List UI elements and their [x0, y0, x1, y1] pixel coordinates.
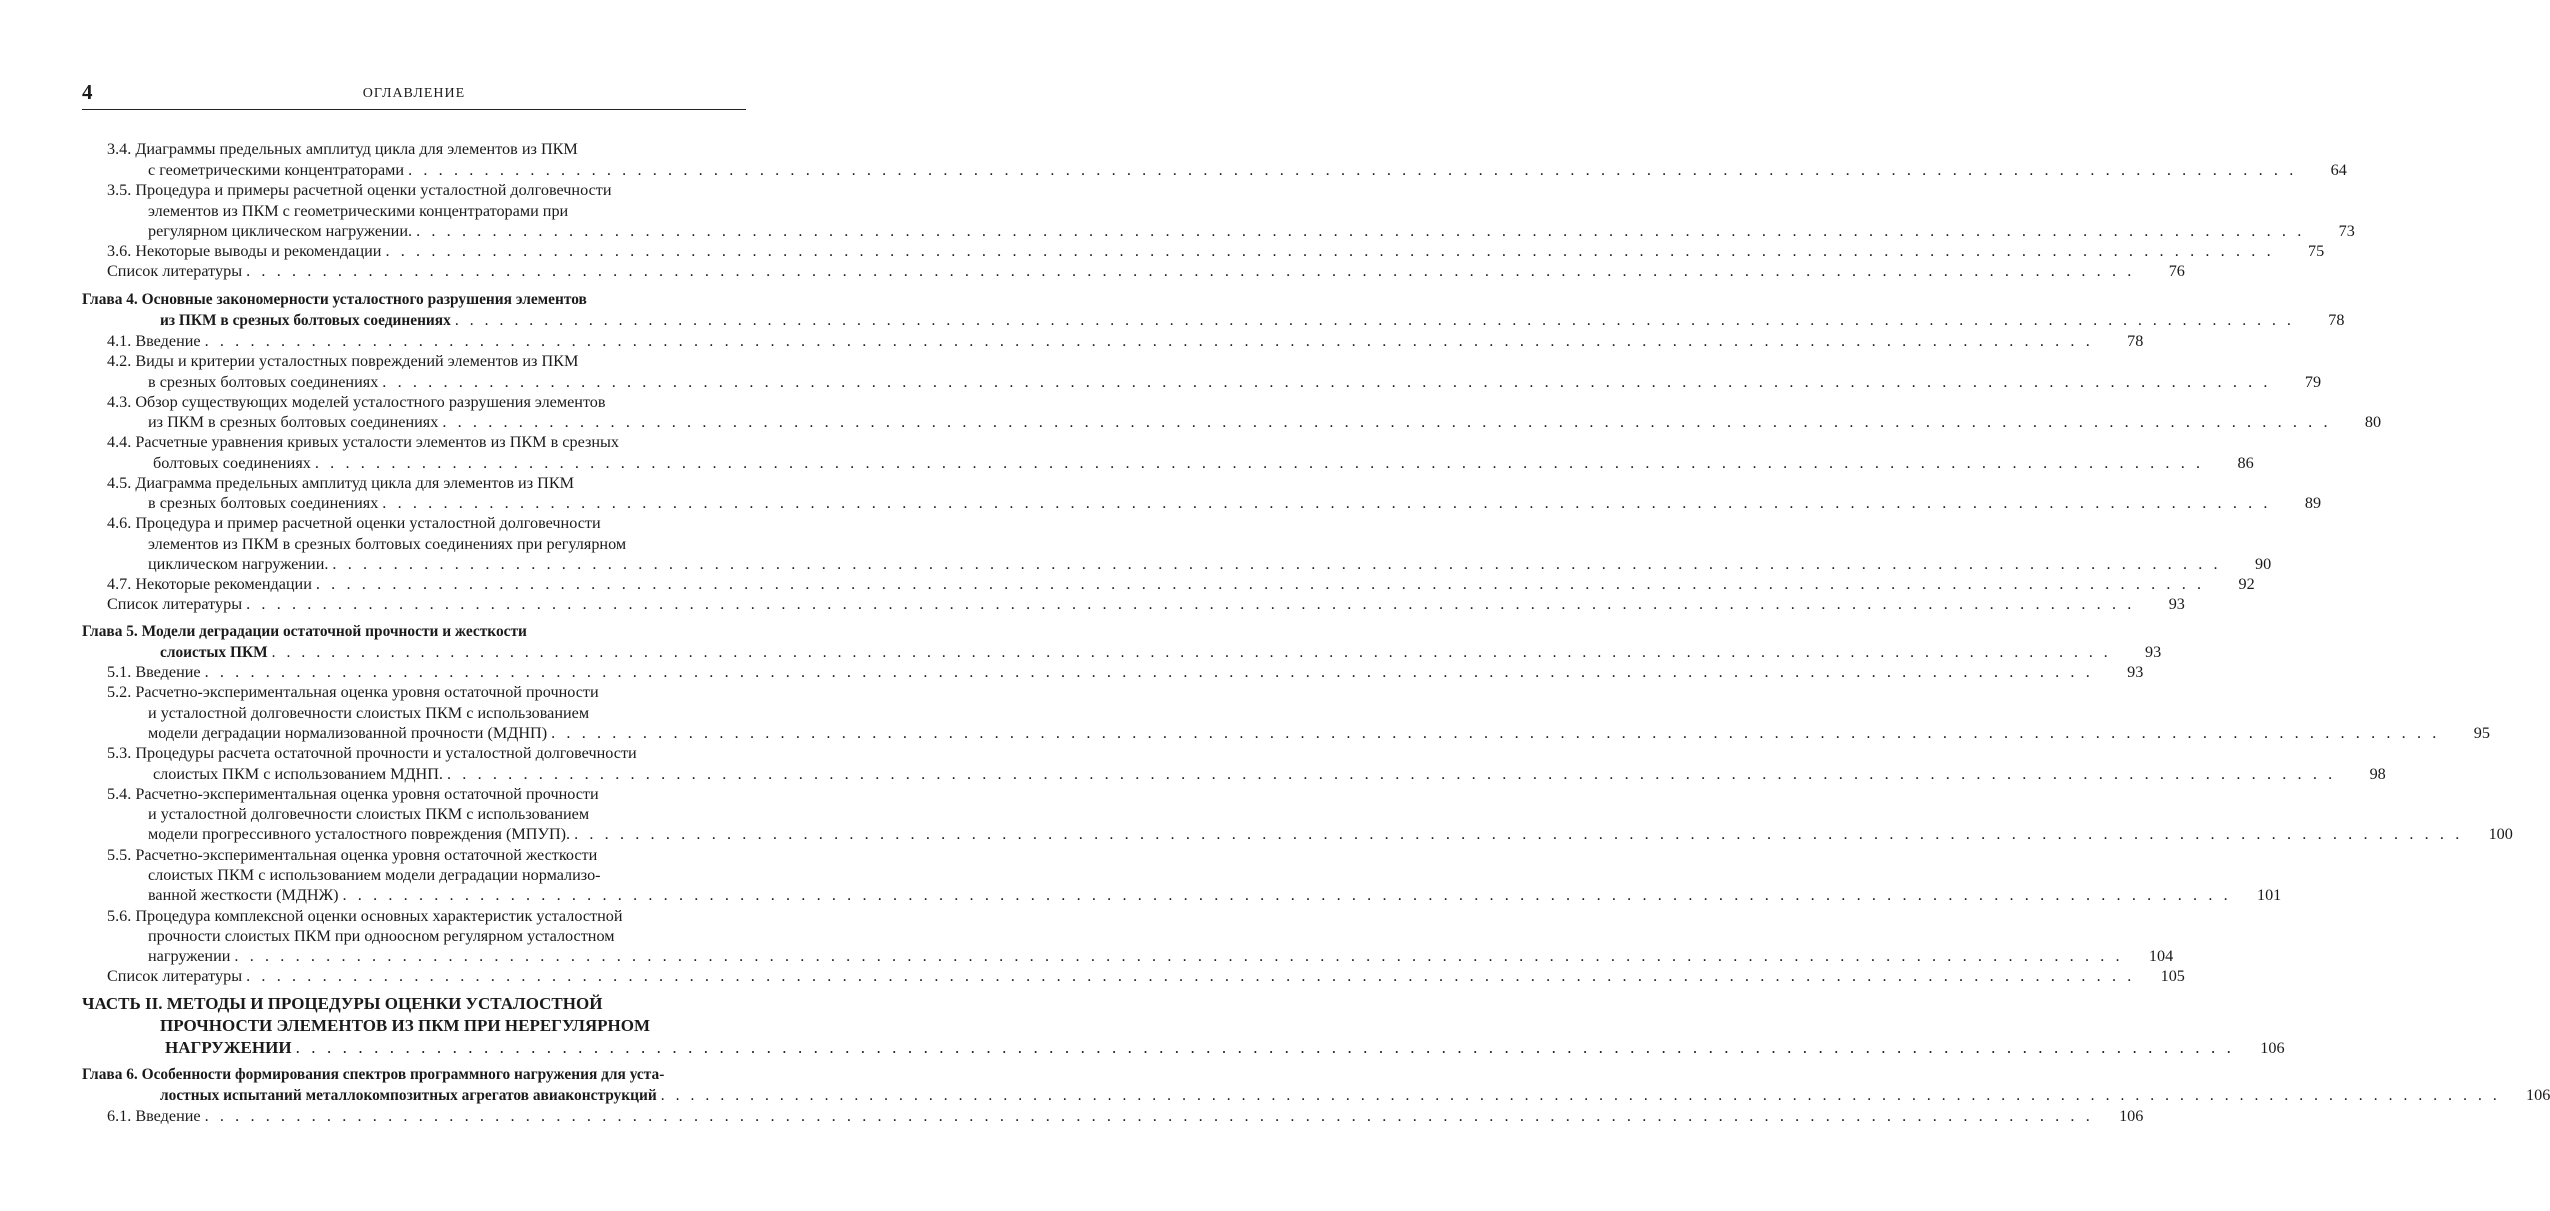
toc-line: 5.3. Процедуры расчета остаточной прочности и усталостной долговечности: [107, 744, 637, 762]
page-ref: 90: [2255, 555, 2272, 573]
chapter-heading: лостных испытаний металлокомпозитных агрегатов авиаконструкций . . . 106: [160, 1085, 746, 1106]
toc-line: Список литературы . . . 93: [107, 594, 746, 615]
leader-dots: [292, 1037, 2235, 1058]
page-ref: 93: [2145, 643, 2162, 661]
page-number: 4: [82, 80, 93, 104]
toc-line: элементов из ПКМ с геометрическими концентраторами при: [148, 202, 569, 220]
toc-line: 4.1. Введение . . . 78: [107, 331, 746, 352]
leader-dots: [201, 662, 2094, 683]
page-ref: 92: [2238, 575, 2255, 593]
toc-line: ванной жесткости (МДНЖ) . . . 101: [148, 885, 746, 906]
part-heading: НАГРУЖЕНИИ . . . 106: [165, 1037, 746, 1060]
leader-dots: [438, 412, 2331, 433]
chapter-heading: Глава 4. Основные закономерности усталостного разрушения элементов: [82, 291, 587, 308]
chapter-heading: слоистых ПКМ . . . 93: [160, 642, 746, 663]
toc-line: элементов из ПКМ в срезных болтовых соединениях при регулярном: [148, 535, 627, 553]
toc-line: 4.6. Процедура и пример расчетной оценки усталостной долговечности: [107, 514, 601, 532]
toc-line: 4.4. Расчетные уравнения кривых усталости элементов из ПКМ в срезных: [107, 433, 619, 451]
page-ref: 101: [2256, 886, 2282, 904]
page-ref: 104: [2148, 947, 2174, 965]
toc-line: 3.5. Процедура и примеры расчетной оценки усталостной долговечности: [107, 181, 612, 199]
page-ref: 98: [2369, 765, 2386, 783]
leader-dots: [201, 1106, 2094, 1127]
toc-line: модели деградации нормализованной прочности (МДНП) . . . 95: [148, 723, 746, 744]
leader-dots: [412, 221, 2305, 242]
running-title: ОГЛАВЛЕНИЕ: [362, 86, 466, 101]
part-heading: ПРОЧНОСТИ ЭЛЕМЕНТОВ ИЗ ПКМ ПРИ НЕРЕГУЛЯРНОМ: [160, 1016, 651, 1035]
toc-line: 4.3. Обзор существующих моделей усталостного разрушения элементов: [107, 393, 606, 411]
leader-dots: [201, 331, 2094, 352]
page-ref: 89: [2304, 494, 2322, 512]
leader-dots: [378, 372, 2271, 393]
toc-line: 4.2. Виды и критерии усталостных повреждений элементов из ПКМ: [107, 352, 579, 370]
toc-line: и усталостной долговечности слоистых ПКМ с использованием: [148, 704, 590, 722]
toc-line: из ПКМ в срезных болтовых соединениях . . . 80: [148, 412, 746, 433]
toc-line: прочности слоистых ПКМ при одноосном регулярном усталостном: [148, 927, 615, 945]
toc-line: 5.1. Введение . . . 93: [107, 662, 746, 683]
page-ref: 78: [2328, 311, 2345, 329]
toc-line: Список литературы . . . 76: [107, 261, 746, 282]
leader-dots: [381, 241, 2274, 262]
toc-line: с геометрическими концентраторами . . . 64: [148, 160, 746, 181]
toc-line: слоистых ПКМ с использованием МДНП. . . . 98: [153, 764, 746, 785]
toc-line: 5.4. Расчетно-экспериментальная оценка уровня остаточной прочности: [107, 785, 599, 803]
page-ref: 106: [2260, 1039, 2285, 1057]
leader-dots: [547, 723, 2440, 744]
part-heading: ЧАСТЬ II. МЕТОДЫ И ПРОЦЕДУРЫ ОЦЕНКИ УСТАЛОСТНОЙ: [82, 994, 603, 1013]
page-ref: 73: [2338, 222, 2355, 240]
leader-dots: [378, 493, 2271, 514]
leader-dots: [312, 574, 2205, 595]
page-ref: 64: [2330, 161, 2347, 179]
page-ref: 100: [2488, 825, 2513, 843]
toc-line: 5.2. Расчетно-экспериментальная оценка уровня остаточной прочности: [107, 683, 599, 701]
leader-dots: [443, 764, 2336, 785]
leader-dots: [570, 824, 2463, 845]
leader-dots: [230, 946, 2123, 967]
leader-dots: [242, 261, 2135, 282]
leader-dots: [311, 453, 2204, 474]
toc-line: 5.5. Расчетно-экспериментальная оценка уровня остаточной жесткости: [107, 846, 598, 864]
page-ref: 105: [2160, 967, 2185, 985]
toc-line: 6.1. Введение . . . 106: [107, 1106, 746, 1127]
chapter-heading: Глава 6. Особенности формирования спектров программного нагружения для уста-: [82, 1066, 665, 1083]
page-ref: 106: [2526, 1086, 2550, 1104]
toc-line: болтовых соединениях . . . 86: [153, 453, 746, 474]
toc-line: в срезных болтовых соединениях . . . 79: [148, 372, 746, 393]
toc-line: 3.4. Диаграммы предельных амплитуд цикла для элементов из ПКМ: [107, 140, 578, 158]
chapter-heading: Глава 5. Модели деградации остаточной прочности и жесткости: [82, 623, 527, 640]
page-ref: 93: [2127, 663, 2144, 681]
toc-line: нагружении . . . 104: [148, 946, 746, 967]
page-ref: 86: [2237, 454, 2254, 472]
leader-dots: [338, 885, 2231, 906]
toc-line: регулярном циклическом нагружении. . . . 73: [148, 221, 746, 242]
leader-dots: [657, 1085, 2501, 1106]
toc-line: циклическом нагружении. . . . 90: [148, 554, 746, 575]
page-ref: 80: [2364, 413, 2382, 431]
leader-dots: [404, 160, 2297, 181]
toc-line: слоистых ПКМ с использованием модели деградации нормализо-: [148, 866, 601, 884]
toc-line: Список литературы . . . 105: [107, 966, 746, 987]
toc-line: 3.6. Некоторые выводы и рекомендации . . . 75: [107, 241, 746, 262]
toc-line: и усталостной долговечности слоистых ПКМ с использованием: [148, 805, 590, 823]
toc-line: 5.6. Процедура комплексной оценки основных характеристик усталостной: [107, 907, 623, 925]
page-ref: 93: [2168, 595, 2185, 613]
page-ref: 75: [2308, 242, 2325, 260]
page-ref: 95: [2473, 724, 2490, 742]
toc-line: модели прогрессивного усталостного повреждения (МПУП). . . . 100: [148, 824, 746, 845]
page-ref: 78: [2127, 332, 2144, 350]
page-ref: 79: [2304, 373, 2322, 391]
page-ref: 106: [2119, 1107, 2144, 1125]
toc-line: в срезных болтовых соединениях . . . 89: [148, 493, 746, 514]
leader-dots: [242, 594, 2135, 615]
leader-dots: [451, 310, 2295, 331]
leader-dots: [328, 554, 2221, 575]
leader-dots: [242, 966, 2135, 987]
leader-dots: [268, 642, 2112, 663]
chapter-heading: из ПКМ в срезных болтовых соединениях . . . 78: [160, 310, 746, 331]
page-ref: 76: [2168, 262, 2185, 280]
toc-line: 4.5. Диаграмма предельных амплитуд цикла для элементов из ПКМ: [107, 474, 575, 492]
toc-line: 4.7. Некоторые рекомендации . . . 92: [107, 574, 746, 595]
